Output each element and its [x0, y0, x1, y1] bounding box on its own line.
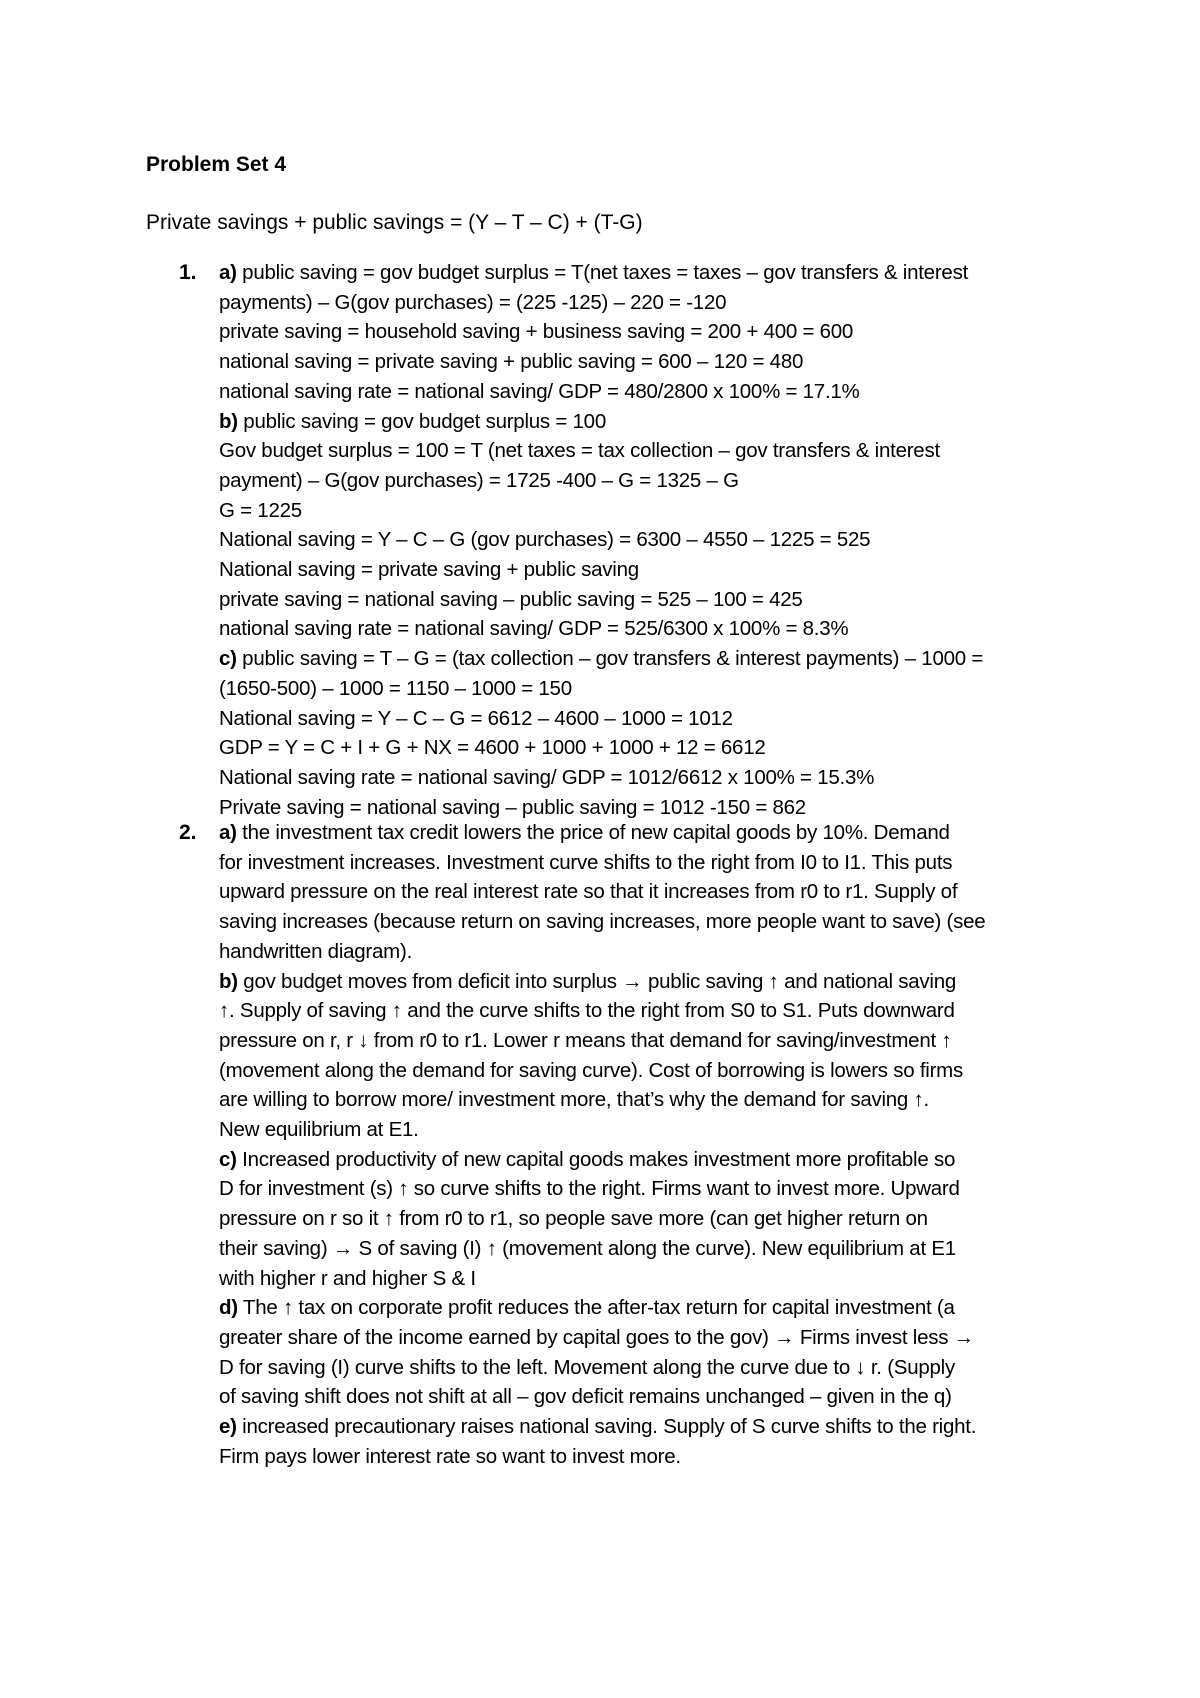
question-number-1: 1.: [179, 261, 197, 284]
answer-text: ↑. Supply of saving ↑ and the curve shifts to the right from S0 to S1. Puts downward: [219, 999, 955, 1023]
answer-text: Gov budget surplus = 100 = T (net taxes = tax collection – gov transfers & interest: [219, 439, 940, 463]
answer-text: national saving = private saving + public saving = 600 – 120 = 480: [219, 350, 804, 374]
answer-line: [219, 436, 1089, 466]
answer-line: [219, 1382, 1089, 1412]
answer-line: [219, 258, 1089, 288]
answer-text: increased precautionary raises national saving. Supply of S curve shifts to the right.: [236, 1415, 977, 1439]
answer-line: [219, 1026, 1089, 1056]
answer-text: are willing to borrow more/ investment more, that’s why the demand for saving ↑.: [219, 1088, 929, 1112]
answer-line: [219, 907, 1089, 937]
answer-text: National saving = private saving + public saving: [219, 558, 639, 582]
answer-line: [219, 496, 1089, 526]
answer-line: [219, 1085, 1089, 1115]
answer-line: [219, 1442, 1089, 1472]
document-title: Problem Set 4: [146, 153, 287, 176]
answer-line: [219, 1323, 1089, 1353]
part-label: a): [219, 261, 237, 284]
answer-text: national saving rate = national saving/ GDP = 525/6300 x 100% = 8.3%: [219, 617, 849, 641]
answer-line: [219, 1293, 1089, 1323]
answer-line: [219, 377, 1089, 407]
answer-text: for investment increases. Investment curve shifts to the right from I0 to I1. This puts: [219, 850, 953, 874]
answer-text: payments) – G(gov purchases) = (225 -125) – 220 = -120: [219, 290, 727, 314]
answer-line: [219, 288, 1089, 318]
answer-line: [219, 674, 1089, 704]
answer-line: [219, 1234, 1089, 1264]
answer-text: National saving rate = national saving/ GDP = 1012/6612 x 100% = 15.3%: [219, 765, 875, 789]
answer-line: [219, 317, 1089, 347]
answer-text: gov budget moves from deficit into surplus → public saving ↑ and national saving: [237, 969, 957, 993]
part-label: c): [219, 647, 237, 671]
answer-text: National saving = Y – C – G (gov purchases) = 6300 – 4550 – 1225 = 525: [219, 528, 871, 552]
answer-line: [219, 818, 1089, 848]
answer-line: [219, 848, 1089, 878]
answer-text: G = 1225: [219, 498, 302, 522]
answer-text: GDP = Y = C + I + G + NX = 4600 + 1000 + 1000 + 12 = 6612: [219, 736, 766, 760]
answer-line: [219, 466, 1089, 496]
part-label: b): [219, 969, 238, 993]
answer-line: [219, 1353, 1089, 1383]
question-number-2: 2.: [179, 821, 197, 844]
answer-line: [219, 1204, 1089, 1234]
answer-text: the investment tax credit lowers the price of new capital goods by 10%. Demand: [236, 821, 950, 844]
answer-text: private saving = national saving – public saving = 525 – 100 = 425: [219, 587, 803, 611]
part-label: e): [219, 1415, 237, 1439]
answer-text: (1650-500) – 1000 = 1150 – 1000 = 150: [219, 676, 572, 700]
answer-line: [219, 763, 1089, 793]
answer-text: New equilibrium at E1.: [219, 1118, 419, 1142]
answer-line: [219, 937, 1089, 967]
answer-text: D for investment (s) ↑ so curve shifts to the right. Firms want to invest more. Upward: [219, 1177, 960, 1201]
answer-line: [219, 614, 1089, 644]
answer-line: [219, 1145, 1089, 1175]
answer-line: [219, 967, 1089, 997]
answer-line: [219, 1174, 1089, 1204]
savings-formula: Private savings + public savings = (Y – T – C) + (T-G): [146, 211, 643, 234]
answer-text: pressure on r, r ↓ from r0 to r1. Lower r means that demand for saving/investment ↑: [219, 1028, 952, 1052]
answer-line: [219, 407, 1089, 437]
answer-text: National saving = Y – C – G = 6612 – 4600 – 1000 = 1012: [219, 706, 733, 730]
answer-text: of saving shift does not shift at all – gov deficit remains unchanged – given in the q): [219, 1385, 952, 1409]
answer-text: payment) – G(gov purchases) = 1725 -400 – G = 1325 – G: [219, 468, 739, 492]
part-label: c): [219, 1147, 237, 1171]
answer-line: [219, 704, 1089, 734]
answer-text: saving increases (because return on saving increases, more people want to save) (see: [219, 910, 986, 934]
answer-text: private saving = household saving + business saving = 200 + 400 = 600: [219, 320, 854, 344]
answer-text: Firm pays lower interest rate so want to invest more.: [219, 1444, 681, 1468]
answer-line: [219, 1115, 1089, 1145]
answer-text: public saving = gov budget surplus = T(net taxes = taxes – gov transfers & interest: [236, 261, 969, 284]
answer-text: upward pressure on the real interest rate so that it increases from r0 to r1. Supply of: [219, 880, 958, 904]
answer-line: [219, 1056, 1089, 1086]
answer-text: The ↑ tax on corporate profit reduces the after-tax return for capital investment (a: [237, 1296, 955, 1320]
answer-text: greater share of the income earned by capital goes to the gov) → Firms invest less →: [219, 1325, 974, 1349]
answer-text: national saving rate = national saving/ GDP = 480/2800 x 100% = 17.1%: [219, 379, 860, 403]
answer-line: [219, 585, 1089, 615]
answer-text: their saving) → S of saving (I) ↑ (movement along the curve). New equilibrium at E1: [219, 1236, 956, 1260]
answer-line: [219, 996, 1089, 1026]
answer-line: [219, 555, 1089, 585]
answer-text: (movement along the demand for saving curve). Cost of borrowing is lowers so firms: [219, 1058, 964, 1082]
part-label: b): [219, 409, 238, 433]
answer-line: [219, 877, 1089, 907]
answer-text: pressure on r so it ↑ from r0 to r1, so people save more (can get higher return on: [219, 1207, 928, 1231]
answer-line: [219, 1412, 1089, 1442]
answer-text: Increased productivity of new capital goods makes investment more profitable so: [236, 1147, 956, 1171]
answer-line: [219, 733, 1089, 763]
answer-line: [219, 1264, 1089, 1294]
answer-text: public saving = gov budget surplus = 100: [237, 409, 606, 433]
question-1-answer: [219, 258, 1089, 822]
answer-text: public saving = T – G = (tax collection – gov transfers & interest payments) – 1000 =: [236, 647, 984, 671]
answer-line: [219, 644, 1089, 674]
answer-line: [219, 347, 1089, 377]
answer-text: handwritten diagram).: [219, 939, 413, 963]
answer-line: [219, 525, 1089, 555]
part-label: d): [219, 1296, 238, 1320]
question-2-answer: [219, 818, 1089, 1471]
answer-text: D for saving (I) curve shifts to the left. Movement along the curve due to ↓ r. (Supply: [219, 1355, 955, 1379]
answer-text: Private saving = national saving – public saving = 1012 -150 = 862: [219, 795, 806, 819]
answer-text: with higher r and higher S & I: [219, 1266, 476, 1290]
part-label: a): [219, 821, 237, 844]
